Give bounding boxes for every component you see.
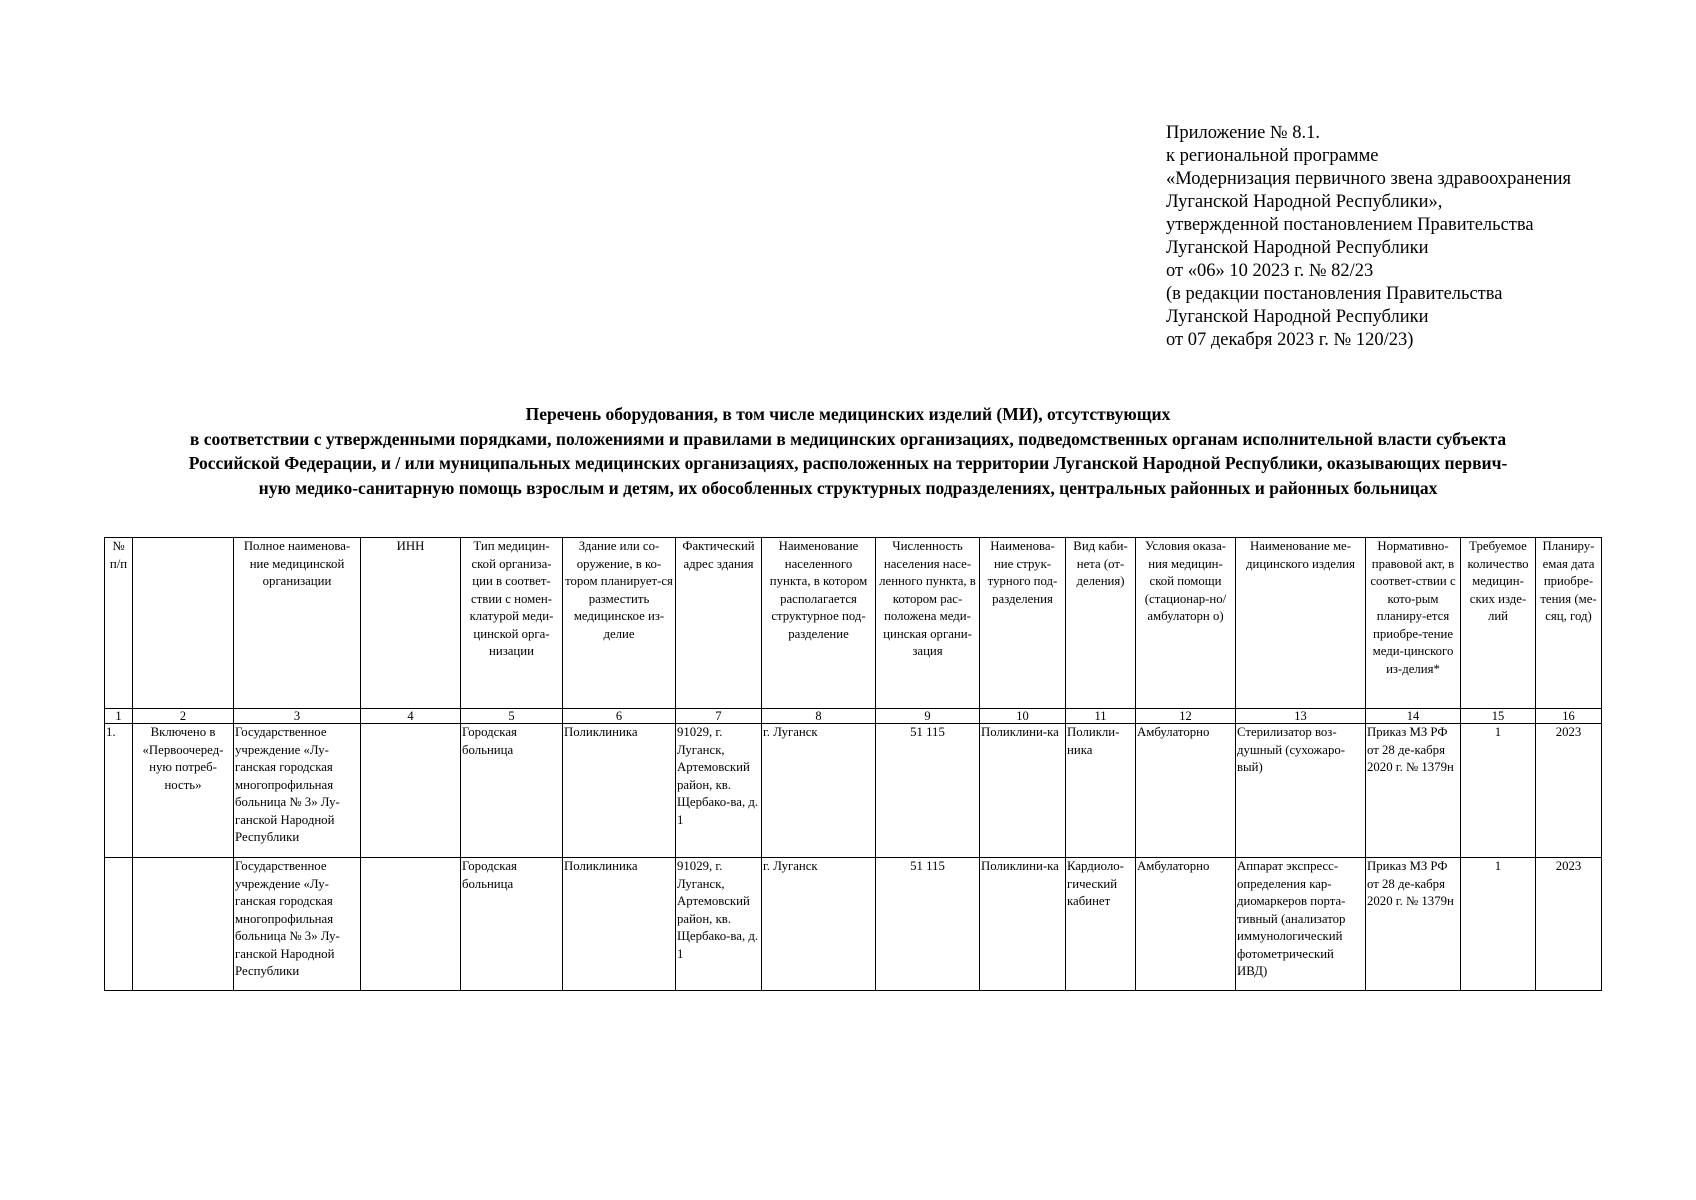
- date-cell: 2023: [1536, 724, 1602, 858]
- column-number: 6: [563, 709, 676, 724]
- header-cell: Условия оказа-ния медицин-ской помощи (стационар-но/амбулаторн о): [1136, 538, 1236, 709]
- header-cell: Наименова-ние струк-турного под-разделения: [980, 538, 1066, 709]
- conditions-cell: Амбулаторно: [1136, 858, 1236, 991]
- header-cell: Полное наименова-ние медицинской организации: [234, 538, 361, 709]
- subdivision-cell: Поликлини-ка: [980, 724, 1066, 858]
- appendix-line: Приложение № 8.1.: [1166, 123, 1320, 143]
- act-cell: Приказ МЗ РФ от 28 де-кабря 2020 г. № 1379н: [1366, 858, 1461, 991]
- building-cell: Поликлиника: [563, 724, 676, 858]
- table-row: [105, 724, 1602, 858]
- subdivision-cell: Поликлини-ка: [980, 858, 1066, 991]
- table-header-row: [105, 538, 1602, 709]
- column-number: 1: [105, 709, 133, 724]
- row-number: [105, 858, 133, 991]
- date-cell: 2023: [1536, 858, 1602, 991]
- appendix-line: от 07 декабря 2023 г. № 120/23): [1166, 330, 1414, 350]
- header-cell: Здание или со-оружение, в ко-тором планирует-ся разместить медицинское из-делие: [563, 538, 676, 709]
- header-cell: Наименование населенного пункта, в котором располагается структурное под-разделение: [762, 538, 876, 709]
- document-title: [90, 402, 1606, 500]
- header-cell: [133, 538, 234, 709]
- org-type-cell: Городская больница: [461, 724, 563, 858]
- column-number: 15: [1461, 709, 1536, 724]
- quantity-cell: 1: [1461, 858, 1536, 991]
- header-cell: Планиру-емая дата приобре-тения (ме-сяц, год): [1536, 538, 1602, 709]
- column-number: 7: [676, 709, 762, 724]
- cabinet-cell: Кардиоло-гический кабинет: [1066, 858, 1136, 991]
- header-cell: Наименование ме-дицинского изделия: [1236, 538, 1366, 709]
- header-cell: № п/п: [105, 538, 133, 709]
- quantity-cell: 1: [1461, 724, 1536, 858]
- appendix-line: к региональной программе: [1166, 146, 1379, 166]
- population-cell: 51 115: [876, 858, 980, 991]
- locality-cell: г. Луганск: [762, 858, 876, 991]
- building-cell: Поликлиника: [563, 858, 676, 991]
- equipment-table: [104, 537, 1602, 991]
- column-number: 12: [1136, 709, 1236, 724]
- column-number: 16: [1536, 709, 1602, 724]
- cabinet-cell: Поликли-ника: [1066, 724, 1136, 858]
- conditions-cell: Амбулаторно: [1136, 724, 1236, 858]
- org-name-cell: Государственное учреждение «Лу-ганская городская многопрофильная больница № 3» Лу-ганской Народной Республики: [234, 858, 361, 991]
- appendix-line: (в редакции постановления Правительства: [1166, 284, 1503, 304]
- column-number: 4: [361, 709, 461, 724]
- appendix-block: [1166, 122, 1666, 352]
- column-number: 10: [980, 709, 1066, 724]
- column-number: 11: [1066, 709, 1136, 724]
- column-number: 3: [234, 709, 361, 724]
- inn-cell: [361, 724, 461, 858]
- table-row: [105, 858, 1602, 991]
- column-number: 8: [762, 709, 876, 724]
- column-number-row: [105, 709, 1602, 724]
- header-cell: Численность населения насе-ленного пункта, в котором рас-положена меди-цинская органи-зация: [876, 538, 980, 709]
- appendix-line: Луганской Народной Республики: [1166, 307, 1429, 327]
- row-number: 1.: [105, 724, 133, 858]
- address-cell: 91029, г. Луганск, Артемовский район, кв. Щербако-ва, д. 1: [676, 724, 762, 858]
- column-number: 5: [461, 709, 563, 724]
- header-cell: Фактический адрес здания: [676, 538, 762, 709]
- header-cell: Вид каби-нета (от-деления): [1066, 538, 1136, 709]
- act-cell: Приказ МЗ РФ от 28 де-кабря 2020 г. № 1379н: [1366, 724, 1461, 858]
- column-number: 14: [1366, 709, 1461, 724]
- device-cell: Аппарат экспресс-определения кар-диомаркеров порта-тивный (анализатор иммунологический фотометрический ИВД): [1236, 858, 1366, 991]
- title-line: в соответствии с утвержденными порядками, положениями и правилами в медицинских организациях, подведомственных органам исполнительной власти субъекта: [189, 428, 1507, 449]
- locality-cell: г. Луганск: [762, 724, 876, 858]
- org-name-cell: Государственное учреждение «Лу-ганская городская многопрофильная больница № 3» Лу-ганской Народной Республики: [234, 724, 361, 858]
- device-cell: Стерилизатор воз-душный (сухожаро-вый): [1236, 724, 1366, 858]
- title-line: Российской Федерации, и / или муниципальных медицинских организациях, расположенных на территории Луганской Народной Республики, оказывающих первич-: [188, 453, 1508, 473]
- appendix-line: утвержденной постановлением Правительства: [1166, 215, 1534, 235]
- appendix-line: Луганской Народной Республики»,: [1166, 192, 1443, 212]
- header-cell: ИНН: [361, 538, 461, 709]
- appendix-line: «Модернизация первичного звена здравоохранения: [1166, 169, 1572, 189]
- header-cell: Тип медицин-ской организа-ции в соответ-ствии с номен-клатурой меди-цинской орга-низации: [461, 538, 563, 709]
- column-number: 13: [1236, 709, 1366, 724]
- title-line: ную медико-санитарную помощь взрослым и детям, их обособленных структурных подразделениях, центральных районных и районных больницах: [258, 477, 1438, 498]
- header-cell: Требуемое количество медицин-ских изде-лий: [1461, 538, 1536, 709]
- org-type-cell: Городская больница: [461, 858, 563, 991]
- population-cell: 51 115: [876, 724, 980, 858]
- column-number: 2: [133, 709, 234, 724]
- program-cell: [133, 858, 234, 991]
- appendix-line: Луганской Народной Республики: [1166, 238, 1429, 258]
- address-cell: 91029, г. Луганск, Артемовский район, кв. Щербако-ва, д. 1: [676, 858, 762, 991]
- column-number: 9: [876, 709, 980, 724]
- title-line: Перечень оборудования, в том числе медицинских изделий (МИ), отсутствующих: [525, 404, 1171, 424]
- inn-cell: [361, 858, 461, 991]
- header-cell: Нормативно-правовой акт, в соответ-ствии с кото-рым планиру-ется приобре-тение меди-цинского из-делия*: [1366, 538, 1461, 709]
- appendix-line: от «06» 10 2023 г. № 82/23: [1166, 261, 1374, 281]
- program-cell: Включено в «Первоочеред-ную потреб-ность»: [133, 724, 234, 858]
